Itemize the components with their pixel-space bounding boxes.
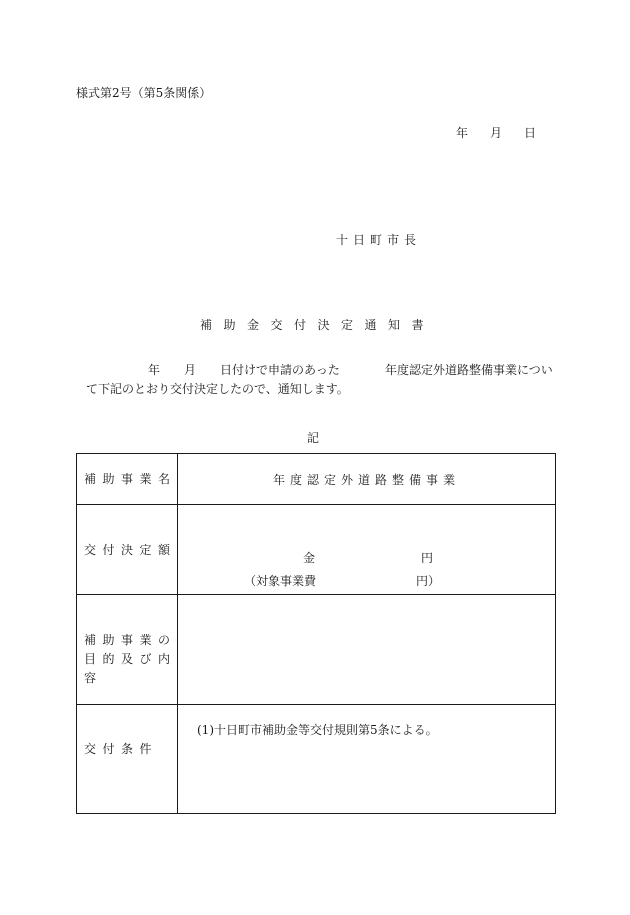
issuer: 十日町市長 — [336, 233, 422, 247]
details-table — [76, 453, 556, 814]
table-row — [77, 505, 556, 595]
date-month: 月 — [490, 126, 503, 140]
conditions-cell — [178, 705, 555, 813]
amount-target-suffix: 円） — [416, 574, 441, 588]
date-day: 日 — [524, 126, 537, 140]
body-day-phrase: 日付けで申請のあった — [220, 363, 340, 377]
amount-target-line — [244, 572, 441, 589]
table-row — [77, 595, 556, 705]
body-month: 月 — [184, 363, 197, 377]
body-line-2: て下記のとおり交付決定したので、通知します。 — [86, 382, 349, 396]
project-name-value: 年度認定外道路整備事業 — [178, 454, 556, 505]
date-year: 年 — [456, 126, 469, 140]
purpose-label-line-2: 目的及び内容 — [84, 652, 177, 685]
body-project-phrase: 年度認定外道路整備事業につい — [385, 363, 553, 377]
amount-target-prefix: （対象事業費 — [244, 574, 317, 588]
document-title: 補助金交付決定通知書 — [200, 318, 436, 332]
amount-line — [303, 549, 434, 566]
amount-yen: 円 — [421, 551, 434, 565]
amount-label: 交付決定額 — [84, 543, 177, 557]
project-name-label: 補助事業名 — [84, 471, 177, 486]
purpose-value — [178, 595, 556, 705]
ki-heading: 記 — [307, 431, 320, 445]
body-line-1 — [148, 361, 553, 378]
amount-cell — [178, 505, 555, 594]
purpose-label — [77, 595, 177, 688]
form-number: 様式第2号（第5条関係） — [76, 86, 212, 100]
body-year: 年 — [148, 363, 161, 377]
conditions-label: 交付条件 — [84, 742, 159, 756]
date-line — [456, 124, 536, 141]
table-row — [77, 705, 556, 814]
table-row — [77, 454, 556, 505]
amount-kin: 金 — [303, 551, 316, 565]
purpose-label-line-1: 補助事業の — [84, 633, 177, 647]
condition-item: (1)十日町市補助金等交付規則第5条による。 — [197, 723, 438, 737]
